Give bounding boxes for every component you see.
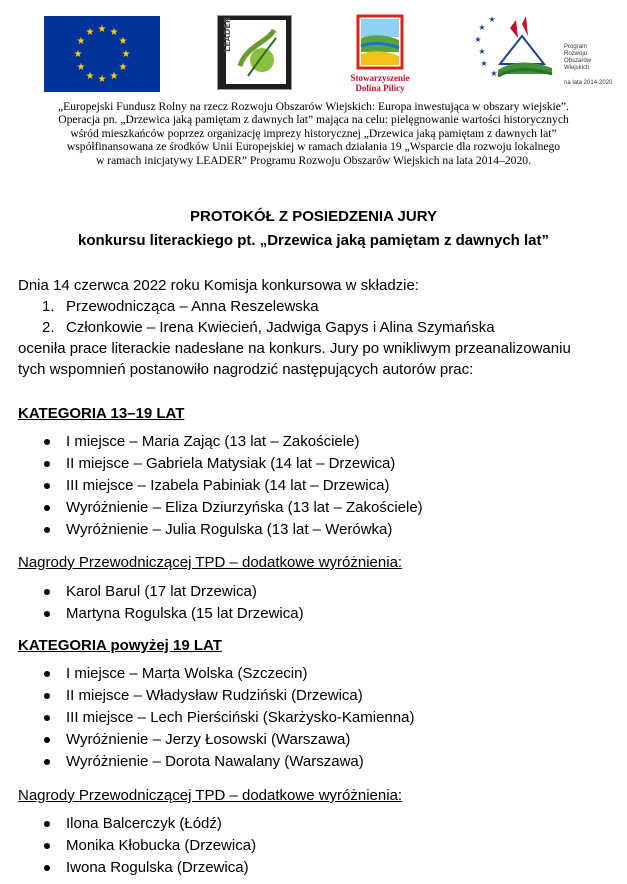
logos-header — [0, 0, 627, 98]
list-item-text: II miejsce – Władysław Rudziński (Drzewica) — [66, 687, 363, 704]
list-item-text: Iwona Rogulska (Drzewica) — [66, 859, 249, 876]
svg-text:★: ★ — [97, 24, 107, 35]
list-item-text: Wyróżnienie – Dorota Nawalany (Warszawa) — [66, 753, 364, 770]
svg-text:★: ★ — [73, 49, 83, 60]
list-item-text: I miejsce – Marta Wolska (Szczecin) — [66, 665, 308, 682]
svg-text:★: ★ — [478, 47, 486, 56]
category-heading: KATEGORIA powyżej 19 LAT — [18, 637, 222, 654]
svg-text:★: ★ — [478, 23, 486, 32]
bullet-icon — [44, 715, 50, 721]
bullet-icon — [44, 693, 50, 699]
bullet-icon — [44, 759, 50, 765]
funding-line: współfinansowana ze środków Unii Europejskiej w ramach działania 19 „Wsparcie dla rozwoju lokalnego — [66, 140, 561, 154]
svg-text:★: ★ — [118, 62, 128, 73]
list-item-text: Ilona Balcerczyk (Łódź) — [66, 815, 222, 832]
svg-text:★: ★ — [76, 62, 86, 73]
bullet-icon — [44, 483, 50, 489]
svg-text:★: ★ — [97, 74, 107, 85]
intro-line: tych wspomnień postanowiło nagrodzić następujących autorów prac: — [18, 361, 474, 378]
funding-line: w ramach inicjatywy LEADER” Programu Rozwoju Obszarów Wiejskich na lata 2014–2020. — [96, 153, 531, 167]
eu-flag-icon — [44, 16, 160, 92]
document-title: PROTOKÓŁ Z POSIEDZENIA JURY — [190, 208, 437, 225]
dolina-pilicy-emblem-icon — [340, 14, 420, 72]
bullet-icon — [44, 865, 50, 871]
prow-logo — [470, 14, 613, 86]
funding-line: wśród mieszkańców poprzez organizację imprezy historycznej „Drzewica jaką pamiętam z dawnych lat” — [70, 126, 557, 140]
list-item-text: Karol Barul (17 lat Drzewica) — [66, 583, 257, 600]
funding-line: Operacja pn. „Drzewica jaką pamiętam z dawnych lat” mająca na celu: pielęgnowanie wartości historycznych — [58, 113, 569, 127]
list-item-text: Wyróżnienie – Eliza Dziurzyńska (13 lat – Zakościele) — [66, 499, 423, 516]
svg-text:★: ★ — [480, 59, 488, 68]
prow-line: Wiejskich — [564, 65, 590, 71]
bullet-icon — [44, 505, 50, 511]
prow-line: Rozwoju — [564, 51, 588, 57]
extra-awards-heading: Nagrody Przewodniczącej TPD – dodatkowe wyróżnienia: — [18, 554, 403, 571]
svg-text:★: ★ — [474, 35, 482, 44]
prow-years: na lata 2014-2020 — [564, 80, 613, 86]
svg-text:★: ★ — [85, 27, 95, 38]
list-item-text: Martyna Rogulska (15 lat Drzewica) — [66, 605, 304, 622]
prow-line: Program — [564, 44, 588, 50]
dolina-pilicy-logo — [340, 14, 420, 98]
intro-line: oceniła prace literackie nadesłane na konkurs. Jury po wnikliwym przeanalizowaniu — [18, 340, 571, 357]
extra-awards-heading: Nagrody Przewodniczącej TPD – dodatkowe wyróżnienia: — [18, 787, 403, 804]
document-subtitle: konkursu literackiego pt. „Drzewica jaką pamiętam z dawnych lat” — [78, 232, 549, 249]
bullet-icon — [44, 821, 50, 827]
list-item-text: III miejsce – Lech Pierściński (Skarżysko-Kamienna) — [66, 709, 415, 726]
list-item-text: II miejsce – Gabriela Matysiak (14 lat – Drzewica) — [66, 455, 396, 472]
list-item-text: III miejsce – Izabela Pabiniak (14 lat – Drzewica) — [66, 477, 390, 494]
member-number: 1. — [42, 298, 55, 315]
leader-logo-icon — [217, 15, 292, 90]
category-heading: KATEGORIA 13–19 LAT — [18, 405, 185, 422]
member-text: Członkowie – Irena Kwiecień, Jadwiga Gapys i Alina Szymańska — [66, 319, 495, 336]
svg-text:★: ★ — [121, 49, 131, 60]
bullet-icon — [44, 461, 50, 467]
svg-text:★: ★ — [109, 27, 119, 38]
prow-line: Obszarów — [564, 58, 592, 64]
bullet-icon — [44, 843, 50, 849]
list-item-text: I miejsce – Maria Zając (13 lat – Zakościele) — [66, 433, 360, 450]
list-item-text: Wyróżnienie – Jerzy Łosowski (Warszawa) — [66, 731, 351, 748]
svg-text:★: ★ — [85, 71, 95, 82]
bullet-icon — [44, 527, 50, 533]
funding-line: „Europejski Fundusz Rolny na rzecz Rozwoju Obszarów Wiejskich: Europa inwestująca w obszary wiejskie”. — [58, 100, 569, 113]
bullet-icon — [44, 589, 50, 595]
member-number: 2. — [42, 319, 55, 336]
svg-text:★: ★ — [118, 36, 128, 47]
funding-note — [0, 100, 627, 167]
list-item-text: Monika Kłobucka (Drzewica) — [66, 837, 257, 854]
dolina-pilicy-label: Stowarzyszenie Dolina Pilicy — [350, 73, 410, 93]
svg-text:★: ★ — [488, 15, 496, 24]
bullet-icon — [44, 671, 50, 677]
bullet-icon — [44, 439, 50, 445]
member-text: Przewodnicząca – Anna Reszelewska — [66, 298, 319, 315]
svg-text:★: ★ — [490, 69, 498, 78]
bullet-icon — [44, 737, 50, 743]
svg-text:LEADER: LEADER — [223, 16, 232, 52]
svg-text:★: ★ — [76, 36, 86, 47]
list-item-text: Wyróżnienie – Julia Rogulska (13 lat – Werówka) — [66, 521, 393, 538]
intro-line: Dnia 14 czerwca 2022 roku Komisja konkursowa w składzie: — [18, 277, 420, 294]
prow-emblem-icon — [470, 14, 560, 86]
bullet-icon — [44, 611, 50, 617]
svg-text:★: ★ — [109, 71, 119, 82]
prow-program-name — [564, 44, 591, 72]
